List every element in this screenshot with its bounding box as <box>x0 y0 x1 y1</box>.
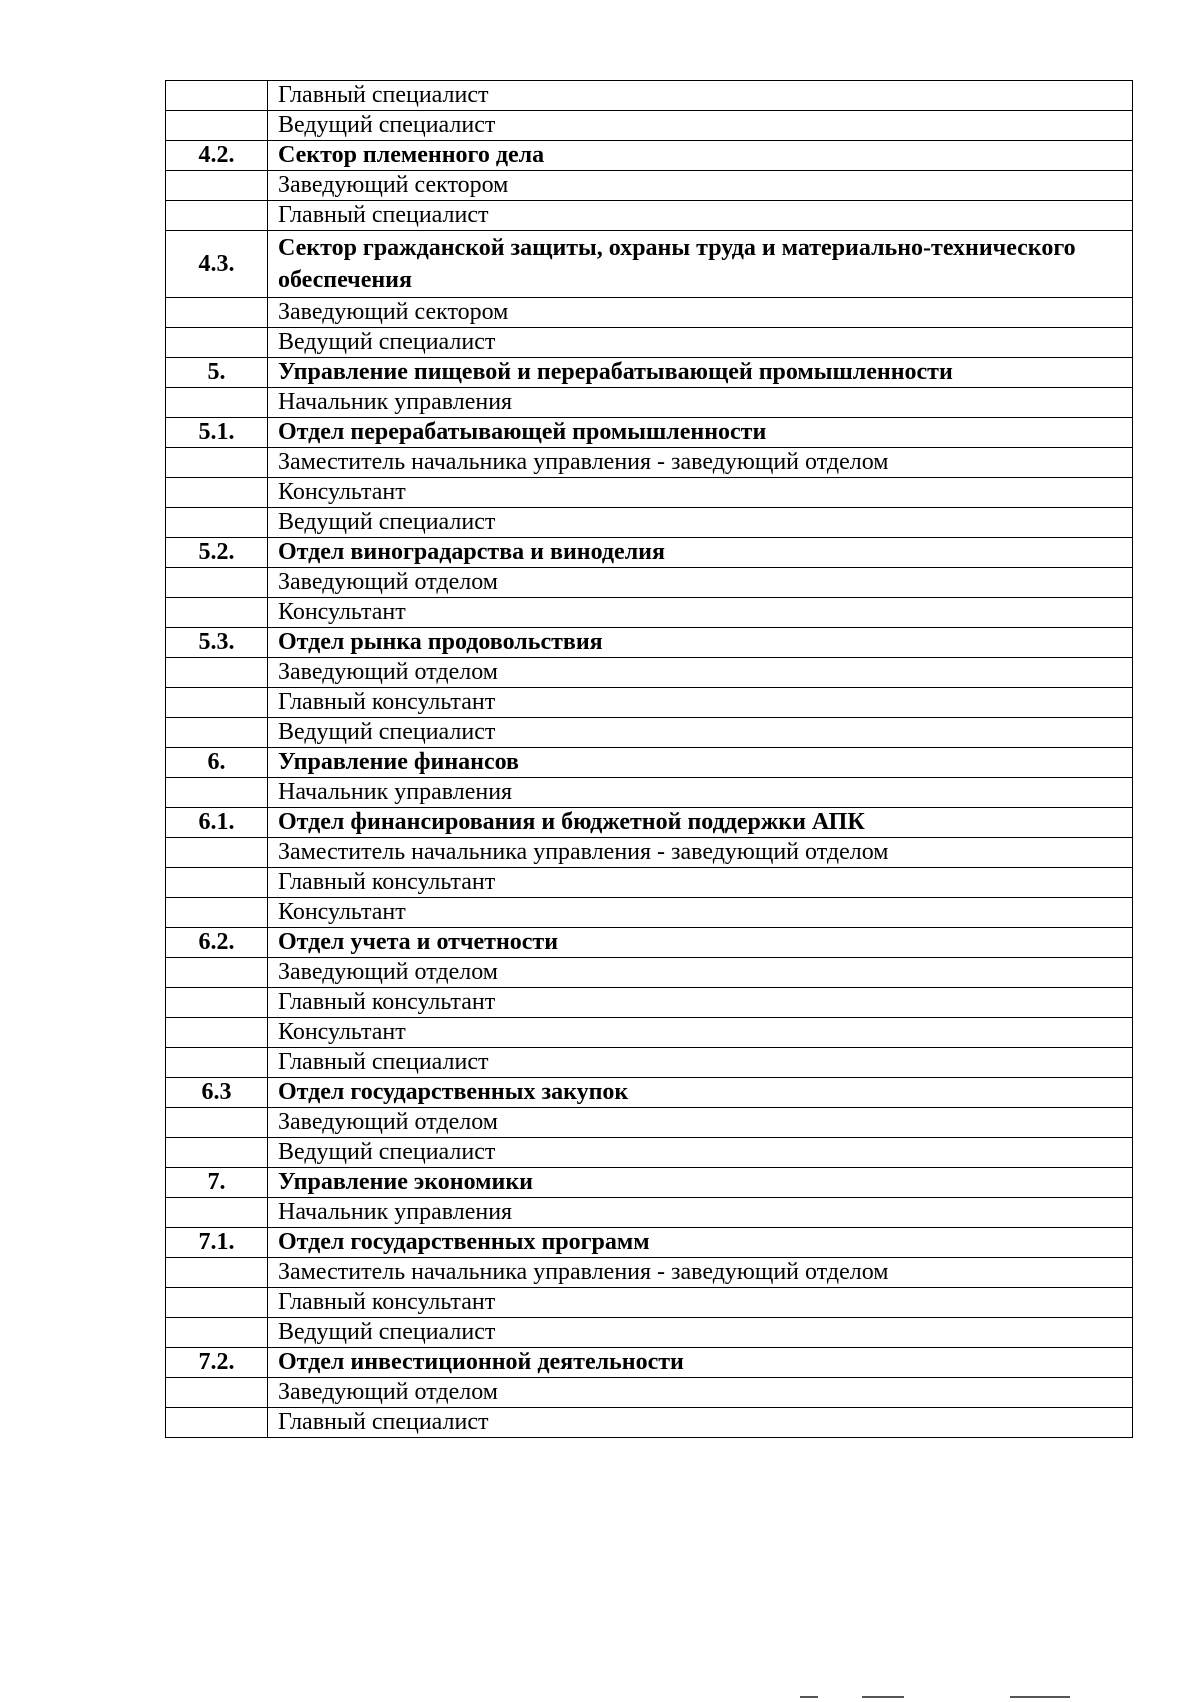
position-row <box>166 1408 1133 1438</box>
position-title: Главный специалист <box>268 1048 1133 1078</box>
position-row <box>166 1018 1133 1048</box>
position-title: Ведущий специалист <box>268 1138 1133 1168</box>
section-row <box>166 808 1133 838</box>
position-row <box>166 201 1133 231</box>
section-title: Управление пищевой и перерабатывающей промышленности <box>268 358 1133 388</box>
section-title: Отдел виноградарства и виноделия <box>268 538 1133 568</box>
row-number: 7. <box>166 1168 268 1198</box>
row-number <box>166 298 268 328</box>
row-number: 6. <box>166 748 268 778</box>
position-row <box>166 568 1133 598</box>
row-number <box>166 1318 268 1348</box>
section-row <box>166 928 1133 958</box>
row-number <box>166 508 268 538</box>
staff-structure-table <box>165 80 1133 1438</box>
position-row <box>166 988 1133 1018</box>
position-title: Заведующий отделом <box>268 1378 1133 1408</box>
position-row <box>166 388 1133 418</box>
position-row <box>166 1108 1133 1138</box>
section-row <box>166 358 1133 388</box>
row-number: 6.3 <box>166 1078 268 1108</box>
position-title: Начальник управления <box>268 388 1133 418</box>
row-number <box>166 868 268 898</box>
position-title: Заведующий сектором <box>268 298 1133 328</box>
position-title: Консультант <box>268 898 1133 928</box>
position-title: Заведующий отделом <box>268 658 1133 688</box>
scan-mark <box>1010 1696 1070 1698</box>
position-title: Ведущий специалист <box>268 508 1133 538</box>
position-title: Ведущий специалист <box>268 1318 1133 1348</box>
section-title: Управление финансов <box>268 748 1133 778</box>
section-row <box>166 1078 1133 1108</box>
position-title: Главный консультант <box>268 1288 1133 1318</box>
row-number <box>166 838 268 868</box>
row-number <box>166 1108 268 1138</box>
position-row <box>166 1138 1133 1168</box>
section-row <box>166 1228 1133 1258</box>
position-row <box>166 838 1133 868</box>
row-number <box>166 898 268 928</box>
row-number <box>166 448 268 478</box>
row-number <box>166 778 268 808</box>
position-title: Главный специалист <box>268 81 1133 111</box>
position-title: Консультант <box>268 478 1133 508</box>
row-number <box>166 478 268 508</box>
row-number <box>166 1018 268 1048</box>
section-row <box>166 1168 1133 1198</box>
position-title: Главный консультант <box>268 988 1133 1018</box>
position-row <box>166 1318 1133 1348</box>
position-title: Заведующий отделом <box>268 568 1133 598</box>
row-number: 6.2. <box>166 928 268 958</box>
row-number: 5.2. <box>166 538 268 568</box>
row-number <box>166 111 268 141</box>
position-row <box>166 598 1133 628</box>
section-title: Сектор племенного дела <box>268 141 1133 171</box>
position-title: Ведущий специалист <box>268 328 1133 358</box>
section-row <box>166 1348 1133 1378</box>
position-row <box>166 1198 1133 1228</box>
position-row <box>166 688 1133 718</box>
position-title: Заведующий отделом <box>268 1108 1133 1138</box>
position-row <box>166 718 1133 748</box>
section-row <box>166 231 1133 298</box>
section-title: Сектор гражданской защиты, охраны труда и материально-технического обеспечения <box>268 231 1133 298</box>
row-number <box>166 1258 268 1288</box>
row-number <box>166 1048 268 1078</box>
position-title: Консультант <box>268 1018 1133 1048</box>
row-number <box>166 988 268 1018</box>
scan-footer-marks <box>0 1694 1200 1702</box>
section-row <box>166 141 1133 171</box>
position-row <box>166 1378 1133 1408</box>
row-number <box>166 568 268 598</box>
position-title: Ведущий специалист <box>268 718 1133 748</box>
section-title: Отдел государственных закупок <box>268 1078 1133 1108</box>
row-number <box>166 958 268 988</box>
section-title: Отдел рынка продовольствия <box>268 628 1133 658</box>
position-row <box>166 171 1133 201</box>
section-row <box>166 418 1133 448</box>
section-title: Отдел государственных программ <box>268 1228 1133 1258</box>
row-number <box>166 598 268 628</box>
section-row <box>166 748 1133 778</box>
position-title: Начальник управления <box>268 778 1133 808</box>
position-title: Начальник управления <box>268 1198 1133 1228</box>
position-row <box>166 778 1133 808</box>
row-number <box>166 171 268 201</box>
position-title: Главный специалист <box>268 1408 1133 1438</box>
position-title: Главный консультант <box>268 688 1133 718</box>
row-number <box>166 201 268 231</box>
position-row <box>166 478 1133 508</box>
section-title: Отдел учета и отчетности <box>268 928 1133 958</box>
position-row <box>166 298 1133 328</box>
position-row <box>166 868 1133 898</box>
row-number: 7.2. <box>166 1348 268 1378</box>
scan-mark <box>800 1696 818 1698</box>
position-row <box>166 958 1133 988</box>
position-title: Заведующий отделом <box>268 958 1133 988</box>
section-title: Отдел финансирования и бюджетной поддержки АПК <box>268 808 1133 838</box>
position-row <box>166 448 1133 478</box>
position-row <box>166 1048 1133 1078</box>
row-number <box>166 1378 268 1408</box>
row-number: 4.3. <box>166 231 268 298</box>
row-number: 5.1. <box>166 418 268 448</box>
position-title: Ведущий специалист <box>268 111 1133 141</box>
position-row <box>166 1258 1133 1288</box>
position-row <box>166 111 1133 141</box>
table-body <box>166 81 1133 1438</box>
position-row <box>166 1288 1133 1318</box>
row-number <box>166 1408 268 1438</box>
section-title: Отдел перерабатывающей промышленности <box>268 418 1133 448</box>
position-row <box>166 328 1133 358</box>
row-number <box>166 718 268 748</box>
position-row <box>166 81 1133 111</box>
position-row <box>166 658 1133 688</box>
row-number <box>166 658 268 688</box>
position-title: Главный специалист <box>268 201 1133 231</box>
section-row <box>166 538 1133 568</box>
row-number: 5. <box>166 358 268 388</box>
position-row <box>166 898 1133 928</box>
section-title: Управление экономики <box>268 1168 1133 1198</box>
position-row <box>166 508 1133 538</box>
row-number <box>166 328 268 358</box>
position-title: Консультант <box>268 598 1133 628</box>
row-number: 7.1. <box>166 1228 268 1258</box>
row-number <box>166 1138 268 1168</box>
scan-mark <box>862 1696 904 1698</box>
row-number <box>166 688 268 718</box>
row-number: 4.2. <box>166 141 268 171</box>
position-title: Главный консультант <box>268 868 1133 898</box>
row-number <box>166 1288 268 1318</box>
section-row <box>166 628 1133 658</box>
row-number <box>166 388 268 418</box>
row-number: 5.3. <box>166 628 268 658</box>
position-title: Заместитель начальника управления - заведующий отделом <box>268 1258 1133 1288</box>
position-title: Заместитель начальника управления - заведующий отделом <box>268 838 1133 868</box>
row-number: 6.1. <box>166 808 268 838</box>
row-number <box>166 1198 268 1228</box>
position-title: Заместитель начальника управления - заведующий отделом <box>268 448 1133 478</box>
row-number <box>166 81 268 111</box>
section-title: Отдел инвестиционной деятельности <box>268 1348 1133 1378</box>
position-title: Заведующий сектором <box>268 171 1133 201</box>
